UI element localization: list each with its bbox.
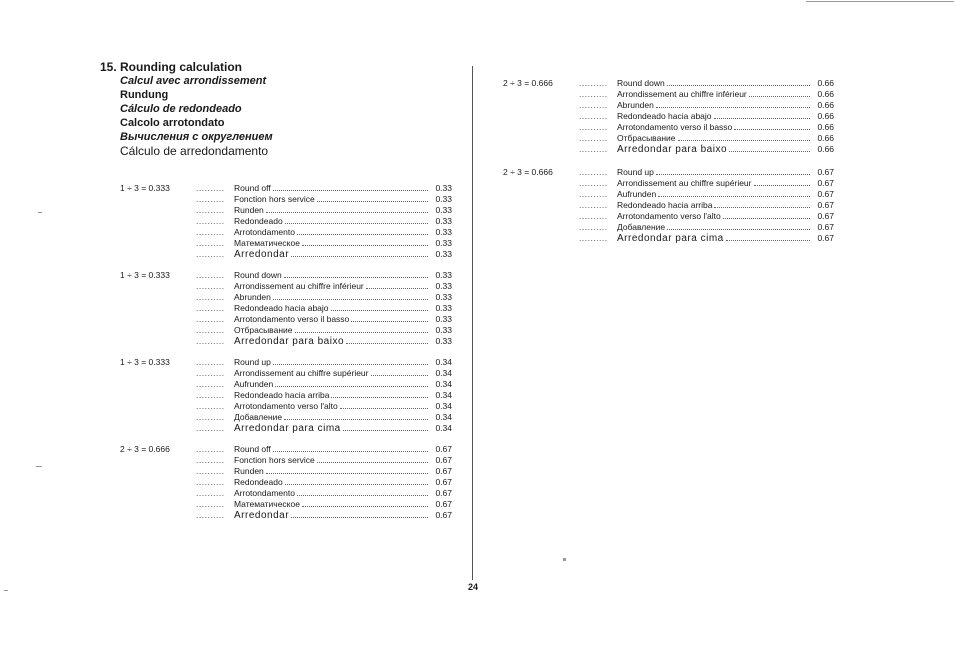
leader-dots: .......... bbox=[579, 100, 608, 110]
leader-dots: .......... bbox=[196, 216, 225, 226]
result-rows bbox=[579, 167, 834, 244]
mode-label: Arrondissement au chiffre inférieur bbox=[234, 281, 364, 291]
result-value: 0.33 bbox=[435, 249, 452, 259]
result-row bbox=[579, 100, 834, 111]
result-row bbox=[196, 488, 452, 499]
result-value: 0.66 bbox=[817, 122, 834, 132]
leader-dots: .......... bbox=[196, 292, 225, 302]
leader-dots: .......... bbox=[196, 249, 225, 259]
section-title-fr: Calcul avec arrondissement bbox=[120, 75, 267, 87]
leader-dots: .......... bbox=[196, 303, 225, 313]
mode-label: Fonction hors service bbox=[234, 455, 315, 465]
result-row bbox=[196, 423, 452, 434]
dot-leader bbox=[275, 385, 428, 387]
dot-leader bbox=[729, 150, 810, 152]
result-row bbox=[196, 314, 452, 325]
result-rows bbox=[196, 183, 452, 260]
result-value: 0.67 bbox=[817, 211, 834, 221]
result-row bbox=[196, 368, 452, 379]
section-title-pt: Cálculo de arredondamento bbox=[120, 144, 269, 158]
equation: 1 ÷ 3 = 0.333 bbox=[120, 357, 170, 367]
dot-leader bbox=[371, 374, 429, 376]
result-value: 0.33 bbox=[435, 281, 452, 291]
result-rows bbox=[196, 270, 452, 347]
result-row bbox=[196, 499, 452, 510]
leader-dots: .......... bbox=[196, 412, 225, 422]
result-value: 0.34 bbox=[435, 401, 452, 411]
leader-dots: .......... bbox=[579, 133, 608, 143]
page-number: 24 bbox=[468, 582, 479, 592]
mode-label: Математическое bbox=[234, 238, 300, 248]
mode-label: Arrotondamento bbox=[234, 227, 295, 237]
mode-label: Redondeado bbox=[234, 216, 283, 226]
dot-leader bbox=[285, 222, 428, 224]
dot-leader bbox=[273, 189, 428, 191]
mode-label: Aufrunden bbox=[617, 189, 657, 199]
dot-leader bbox=[343, 429, 428, 431]
result-row bbox=[196, 390, 452, 401]
scan-speck bbox=[563, 558, 566, 561]
result-value: 0.67 bbox=[817, 178, 834, 188]
dot-leader bbox=[714, 206, 810, 208]
result-row bbox=[579, 122, 834, 133]
result-value: 0.66 bbox=[817, 144, 834, 154]
dot-leader bbox=[285, 483, 428, 485]
result-value: 0.67 bbox=[435, 477, 452, 487]
result-row bbox=[196, 227, 452, 238]
mode-label: Arredondar bbox=[234, 249, 290, 260]
dot-leader bbox=[297, 494, 428, 496]
mode-label: Arrondissement au chiffre supérieur bbox=[617, 178, 752, 188]
mode-label: Добавление bbox=[617, 222, 666, 232]
result-value: 0.67 bbox=[435, 466, 452, 476]
mode-label: Abrunden bbox=[234, 292, 271, 302]
dot-leader bbox=[302, 244, 428, 246]
result-value: 0.33 bbox=[435, 227, 452, 237]
result-row bbox=[579, 111, 834, 122]
scan-speck bbox=[38, 212, 42, 213]
dot-leader bbox=[656, 106, 810, 108]
result-row bbox=[196, 238, 452, 249]
result-row bbox=[196, 357, 452, 368]
dot-leader bbox=[273, 298, 428, 300]
dot-leader bbox=[749, 95, 810, 97]
equation: 1 ÷ 3 = 0.333 bbox=[120, 183, 170, 193]
leader-dots: .......... bbox=[196, 336, 225, 346]
result-row bbox=[196, 444, 452, 455]
leader-dots: .......... bbox=[579, 233, 608, 243]
dot-leader bbox=[351, 320, 428, 322]
result-row bbox=[196, 205, 452, 216]
mode-label: Математическое bbox=[234, 499, 300, 509]
example-block bbox=[503, 167, 834, 247]
leader-dots: .......... bbox=[196, 270, 225, 280]
result-row bbox=[196, 336, 452, 347]
result-row bbox=[196, 510, 452, 521]
dot-leader bbox=[284, 418, 428, 420]
result-value: 0.33 bbox=[435, 238, 452, 248]
result-row bbox=[196, 194, 452, 205]
section-title-es: Cálculo de redondeado bbox=[120, 103, 242, 115]
mode-label: Redondeado hacia arriba bbox=[617, 200, 713, 210]
result-value: 0.66 bbox=[817, 78, 834, 88]
result-rows bbox=[196, 444, 452, 521]
leader-dots: .......... bbox=[196, 488, 225, 498]
result-value: 0.66 bbox=[817, 89, 834, 99]
result-value: 0.67 bbox=[817, 167, 834, 177]
leader-dots: .......... bbox=[196, 390, 225, 400]
section-title-ru: Вычисления с округлением bbox=[120, 131, 273, 143]
mode-label: Arrotondamento verso l'alto bbox=[617, 211, 721, 221]
dot-leader bbox=[734, 128, 810, 130]
result-value: 0.67 bbox=[817, 189, 834, 199]
mode-label: Redondeado hacia abajo bbox=[234, 303, 329, 313]
dot-leader bbox=[266, 211, 428, 213]
result-row bbox=[196, 379, 452, 390]
mode-label: Aufrunden bbox=[234, 379, 274, 389]
leader-dots: .......... bbox=[196, 357, 225, 367]
result-row bbox=[579, 211, 834, 222]
leader-dots: .......... bbox=[196, 238, 225, 248]
equation: 2 ÷ 3 = 0.666 bbox=[503, 78, 553, 88]
mode-label: Redondeado bbox=[234, 477, 283, 487]
leader-dots: .......... bbox=[196, 379, 225, 389]
mode-label: Arrondissement au chiffre inférieur bbox=[617, 89, 747, 99]
example-block bbox=[120, 270, 452, 350]
scan-speck bbox=[36, 466, 42, 467]
mode-label: Arrotondamento verso il basso bbox=[234, 314, 350, 324]
leader-dots: .......... bbox=[196, 444, 225, 454]
result-value: 0.34 bbox=[435, 379, 452, 389]
result-value: 0.67 bbox=[435, 499, 452, 509]
mode-label: Round off bbox=[234, 183, 271, 193]
mode-label: Redondeado hacia arriba bbox=[234, 390, 330, 400]
result-row bbox=[579, 144, 834, 155]
top-edge-rule bbox=[806, 1, 954, 2]
dot-leader bbox=[291, 255, 428, 257]
mode-label: Runden bbox=[234, 205, 264, 215]
result-row bbox=[579, 167, 834, 178]
result-value: 0.34 bbox=[435, 357, 452, 367]
result-value: 0.66 bbox=[817, 111, 834, 121]
leader-dots: .......... bbox=[579, 211, 608, 221]
leader-dots: .......... bbox=[196, 466, 225, 476]
result-row bbox=[196, 401, 452, 412]
mode-label: Round up bbox=[234, 357, 271, 367]
mode-label: Arrotondamento verso il basso bbox=[617, 122, 733, 132]
dot-leader bbox=[346, 342, 428, 344]
result-row bbox=[579, 89, 834, 100]
leader-dots: .......... bbox=[196, 477, 225, 487]
result-rows bbox=[579, 78, 834, 155]
result-value: 0.33 bbox=[435, 183, 452, 193]
section-title: 15. Rounding calculation bbox=[100, 60, 243, 74]
dot-leader bbox=[726, 239, 810, 241]
leader-dots: .......... bbox=[579, 111, 608, 121]
dot-leader bbox=[297, 233, 428, 235]
leader-dots: .......... bbox=[196, 401, 225, 411]
result-row bbox=[196, 281, 452, 292]
result-row bbox=[196, 292, 452, 303]
leader-dots: .......... bbox=[196, 325, 225, 335]
mode-label: Arredondar para cima bbox=[617, 233, 724, 244]
dot-leader bbox=[266, 472, 428, 474]
mode-label: Fonction hors service bbox=[234, 194, 315, 204]
leader-dots: .......... bbox=[196, 499, 225, 509]
result-value: 0.33 bbox=[435, 314, 452, 324]
result-value: 0.66 bbox=[817, 100, 834, 110]
result-row bbox=[579, 178, 834, 189]
result-value: 0.67 bbox=[435, 455, 452, 465]
result-row bbox=[196, 466, 452, 477]
result-value: 0.67 bbox=[435, 444, 452, 454]
dot-leader bbox=[754, 184, 811, 186]
mode-label: Arrotondamento bbox=[234, 488, 295, 498]
leader-dots: .......... bbox=[196, 227, 225, 237]
dot-leader bbox=[331, 396, 428, 398]
result-value: 0.66 bbox=[817, 133, 834, 143]
mode-label: Abrunden bbox=[617, 100, 654, 110]
scan-speck bbox=[4, 590, 8, 591]
result-value: 0.67 bbox=[435, 510, 452, 520]
result-value: 0.33 bbox=[435, 194, 452, 204]
result-row bbox=[196, 455, 452, 466]
result-value: 0.34 bbox=[435, 368, 452, 378]
dot-leader bbox=[340, 407, 428, 409]
result-row bbox=[196, 270, 452, 281]
result-value: 0.34 bbox=[435, 423, 452, 433]
equation: 1 ÷ 3 = 0.333 bbox=[120, 270, 170, 280]
result-value: 0.67 bbox=[435, 488, 452, 498]
result-value: 0.33 bbox=[435, 270, 452, 280]
dot-leader bbox=[317, 461, 428, 463]
result-row bbox=[196, 325, 452, 336]
leader-dots: .......... bbox=[579, 178, 608, 188]
dot-leader bbox=[317, 200, 428, 202]
mode-label: Отбрасывание bbox=[617, 133, 676, 143]
result-row bbox=[196, 477, 452, 488]
example-block bbox=[120, 444, 452, 524]
dot-leader bbox=[714, 117, 810, 119]
dot-leader bbox=[667, 84, 810, 86]
section-title-it: Calcolo arrotondato bbox=[120, 117, 225, 129]
result-value: 0.34 bbox=[435, 412, 452, 422]
leader-dots: .......... bbox=[196, 314, 225, 324]
dot-leader bbox=[295, 331, 428, 333]
leader-dots: .......... bbox=[196, 183, 225, 193]
result-row bbox=[579, 222, 834, 233]
result-value: 0.33 bbox=[435, 205, 452, 215]
result-value: 0.33 bbox=[435, 292, 452, 302]
leader-dots: .......... bbox=[196, 455, 225, 465]
result-value: 0.33 bbox=[435, 336, 452, 346]
equation: 2 ÷ 3 = 0.666 bbox=[120, 444, 170, 454]
result-value: 0.67 bbox=[817, 222, 834, 232]
mode-label: Redondeado hacia abajo bbox=[617, 111, 712, 121]
result-value: 0.33 bbox=[435, 216, 452, 226]
column-divider bbox=[472, 66, 473, 580]
dot-leader bbox=[291, 516, 428, 518]
mode-label: Arredondar para cima bbox=[234, 423, 341, 434]
leader-dots: .......... bbox=[196, 281, 225, 291]
dot-leader bbox=[366, 287, 428, 289]
mode-label: Отбрасывание bbox=[234, 325, 293, 335]
example-block bbox=[503, 78, 834, 158]
section-title-de: Rundung bbox=[120, 89, 169, 101]
mode-label: Добавление bbox=[234, 412, 283, 422]
result-value: 0.34 bbox=[435, 390, 452, 400]
dot-leader bbox=[284, 276, 428, 278]
mode-label: Round down bbox=[234, 270, 282, 280]
leader-dots: .......... bbox=[196, 205, 225, 215]
result-row bbox=[579, 78, 834, 89]
result-value: 0.33 bbox=[435, 325, 452, 335]
result-value: 0.67 bbox=[817, 200, 834, 210]
dot-leader bbox=[678, 139, 810, 141]
result-row bbox=[196, 183, 452, 194]
equation: 2 ÷ 3 = 0.666 bbox=[503, 167, 553, 177]
example-block bbox=[120, 183, 452, 263]
result-row bbox=[196, 303, 452, 314]
result-row bbox=[196, 412, 452, 423]
leader-dots: .......... bbox=[579, 200, 608, 210]
section-heading bbox=[100, 60, 273, 158]
dot-leader bbox=[658, 195, 810, 197]
mode-label: Arredondar para baixo bbox=[234, 336, 345, 347]
leader-dots: .......... bbox=[579, 144, 608, 154]
result-value: 0.33 bbox=[435, 303, 452, 313]
dot-leader bbox=[273, 450, 428, 452]
leader-dots: .......... bbox=[196, 510, 225, 520]
result-row bbox=[196, 216, 452, 227]
mode-label: Arrotondamento verso l'alto bbox=[234, 401, 338, 411]
mode-label: Arredondar bbox=[234, 510, 290, 521]
leader-dots: .......... bbox=[579, 122, 608, 132]
leader-dots: .......... bbox=[579, 222, 608, 232]
result-row bbox=[579, 233, 834, 244]
leader-dots: .......... bbox=[196, 423, 225, 433]
leader-dots: .......... bbox=[196, 368, 225, 378]
mode-label: Round up bbox=[617, 167, 654, 177]
example-block bbox=[120, 357, 452, 437]
leader-dots: .......... bbox=[196, 194, 225, 204]
result-rows bbox=[196, 357, 452, 434]
dot-leader bbox=[656, 173, 810, 175]
mode-label: Round down bbox=[617, 78, 665, 88]
dot-leader bbox=[723, 217, 810, 219]
mode-label: Arredondar para baixo bbox=[617, 144, 728, 155]
dot-leader bbox=[667, 228, 810, 230]
leader-dots: .......... bbox=[579, 189, 608, 199]
leader-dots: .......... bbox=[579, 89, 608, 99]
dot-leader bbox=[302, 505, 428, 507]
dot-leader bbox=[273, 363, 428, 365]
result-row bbox=[579, 133, 834, 144]
dot-leader bbox=[331, 309, 428, 311]
leader-dots: .......... bbox=[579, 78, 608, 88]
mode-label: Round off bbox=[234, 444, 271, 454]
result-row bbox=[579, 200, 834, 211]
result-row bbox=[196, 249, 452, 260]
leader-dots: .......... bbox=[579, 167, 608, 177]
result-row bbox=[579, 189, 834, 200]
mode-label: Arrondissement au chiffre supérieur bbox=[234, 368, 369, 378]
result-value: 0.67 bbox=[817, 233, 834, 243]
mode-label: Runden bbox=[234, 466, 264, 476]
